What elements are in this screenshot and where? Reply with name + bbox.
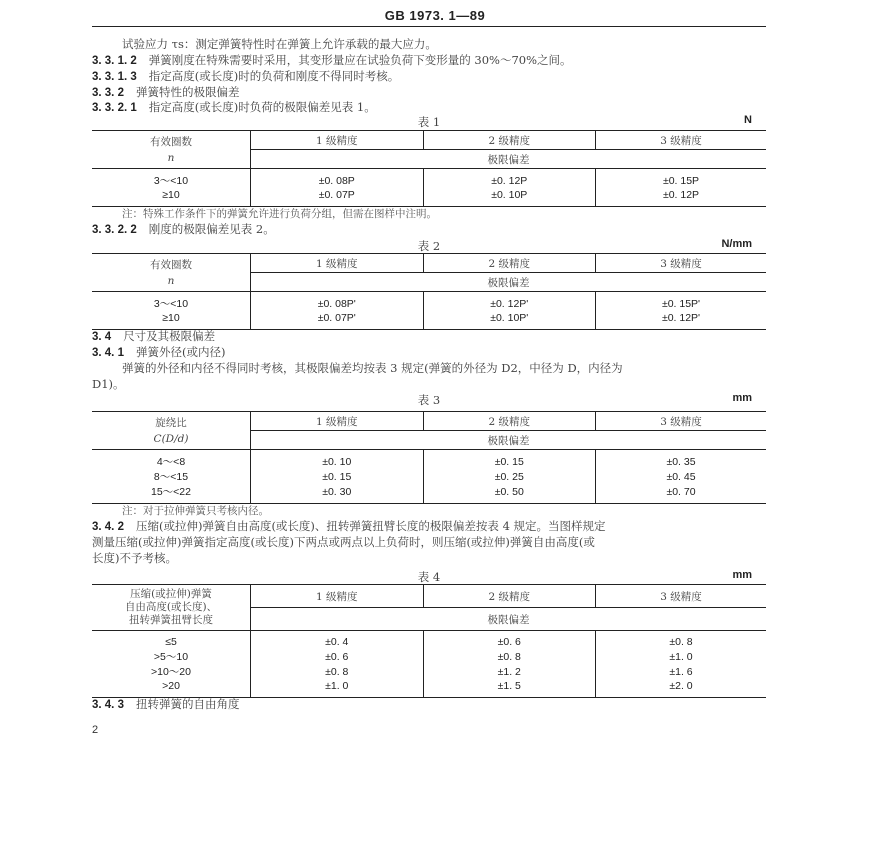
clause-number: 3. 4. 1: [92, 347, 124, 359]
first-column-header-line: 扭转弹簧扭臂长度: [129, 614, 213, 626]
deviation-value: ±1. 6: [596, 664, 767, 679]
deviation-value: ±1. 2: [423, 664, 596, 679]
page-number: 2: [92, 724, 99, 736]
deviation-value: ±1. 0: [251, 679, 424, 698]
table-row: [92, 469, 766, 484]
deviation-value: ±0. 45: [596, 469, 767, 484]
deviation-value: ±0. 30: [251, 484, 424, 504]
table-row: [92, 311, 766, 330]
first-column-header-line: 自由高度(或长度)、: [124, 601, 218, 613]
table-row: [92, 169, 766, 189]
deviation-value: ±1. 0: [596, 649, 767, 664]
row-label: 8～<15: [153, 471, 189, 483]
clause-3-4-3: [92, 697, 239, 712]
deviation-value: ±0. 6: [423, 631, 596, 650]
grade-header: 3 级精度: [596, 131, 767, 150]
first-column-header-line: C(D/d): [153, 432, 189, 445]
limit-deviation-subheader: 极限偏差: [251, 150, 767, 169]
clause-text: 扭转弹簧的自由角度: [135, 697, 240, 711]
deviation-value: ±0. 10P': [423, 311, 596, 330]
row-label: ≥10: [92, 311, 251, 330]
paragraph-3-4-1-line1: 弹簧的外径和内径不得同时考核，其极限偏差均按表 3 规定(弹簧的外径为 D2，中径为 D，内径为: [122, 361, 623, 375]
deviation-value: ±0. 12P: [596, 188, 767, 207]
grade-header: 3 级精度: [596, 412, 767, 431]
clause-text: 压缩(或拉伸)弹簧自由高度(或长度)、扭转弹簧扭臂长度的极限偏差按表 4 规定。当图样规定: [135, 519, 606, 533]
clause-text: 指定高度(或长度)时的负荷和刚度不得同时考核。: [148, 69, 400, 83]
clause-number: 3. 3. 2. 1: [92, 102, 137, 114]
first-column-header: [92, 131, 251, 169]
limit-deviation-subheader: 极限偏差: [251, 431, 767, 450]
table-header-row: [92, 254, 766, 273]
grade-header: 1 级精度: [251, 254, 424, 273]
clause-number: 3. 3. 1. 3: [92, 71, 137, 83]
table-row: [92, 188, 766, 207]
deviation-value: ±0. 8: [596, 631, 767, 650]
clause-number: 3. 4. 3: [92, 699, 124, 711]
grade-header: 2 级精度: [423, 585, 596, 608]
clause-number: 3. 3. 2. 2: [92, 224, 137, 236]
table-caption: 表 4: [417, 570, 441, 584]
clause-number: 3. 3. 1. 2: [92, 55, 137, 67]
table-caption: 表 1: [417, 115, 441, 129]
table-caption: 表 2: [417, 239, 441, 253]
deviation-value: ±0. 15P': [596, 292, 767, 312]
table-header-row: [92, 412, 766, 431]
clause-text: 刚度的极限偏差见表 2。: [148, 222, 275, 236]
first-column-header-line: n: [167, 274, 175, 287]
table-row: [92, 679, 766, 698]
table-unit: mm: [732, 392, 752, 404]
row-label: >5～10: [153, 651, 189, 663]
clause-3-3-2-1: [92, 100, 376, 115]
deviation-value: ±0. 15: [423, 450, 596, 470]
deviation-value: ±0. 35: [596, 450, 767, 470]
table-row: [92, 631, 766, 650]
table-unit: N: [744, 114, 752, 126]
table-note: 注：对于拉伸弹簧只考核内径。: [122, 505, 269, 517]
table-note: 注：特殊工作条件下的弹簧允许进行负荷分组，但需在图样中注明。: [122, 208, 437, 220]
deviation-value: ±0. 10P: [423, 188, 596, 207]
deviation-value: ±0. 50: [423, 484, 596, 504]
grade-header: 2 级精度: [423, 254, 596, 273]
first-column-header-line: 压缩(或拉伸)弹簧: [130, 588, 212, 600]
first-column-header-line: 有效圈数: [150, 135, 192, 148]
grade-header: 2 级精度: [423, 131, 596, 150]
clause-number: 3. 4: [92, 331, 112, 343]
table-caption: 表 3: [417, 393, 441, 407]
grade-header: 2 级精度: [423, 412, 596, 431]
clause-3-3-1-2: [92, 53, 572, 68]
paragraph-test-stress: 试验应力 τs：测定弹簧特性时在弹簧上允许承载的最大应力。: [122, 37, 437, 51]
row-label: 4～<8: [92, 450, 251, 470]
deviation-value: ±0. 12P': [596, 311, 767, 330]
table-3: [92, 411, 766, 504]
grade-header: 3 级精度: [596, 585, 767, 608]
first-column-header: [92, 254, 251, 292]
clause-3-3-1-3: [92, 69, 399, 84]
clause-text: 弹簧外径(或内径): [135, 345, 226, 359]
paragraph-3-4-1-line2: D1)。: [92, 377, 125, 391]
deviation-value: ±0. 25: [423, 469, 596, 484]
table-unit: N/mm: [721, 238, 752, 250]
deviation-value: ±0. 07P: [251, 188, 424, 207]
grade-header: 3 级精度: [596, 254, 767, 273]
first-column-header: [92, 412, 251, 450]
deviation-value: ±1. 5: [423, 679, 596, 698]
grade-header: 1 级精度: [251, 585, 424, 608]
limit-deviation-subheader: 极限偏差: [251, 273, 767, 292]
grade-header: 1 级精度: [251, 131, 424, 150]
table-header-row: [92, 131, 766, 150]
row-label: 15～<22: [92, 484, 251, 504]
deviation-value: ±0. 15: [251, 469, 424, 484]
deviation-value: ±0. 12P': [423, 292, 596, 312]
deviation-value: ±0. 70: [596, 484, 767, 504]
clause-3-4-2: [92, 519, 606, 534]
deviation-value: ±0. 08P: [251, 169, 424, 189]
standard-code-header: GB 1973. 1—89: [384, 8, 486, 23]
deviation-value: ±0. 07P': [251, 311, 424, 330]
first-column-header-line: 有效圈数: [150, 258, 192, 271]
deviation-value: ±0. 6: [251, 649, 424, 664]
deviation-value: ±0. 4: [251, 631, 424, 650]
clause-number: 3. 4. 2: [92, 521, 124, 533]
row-label: ≤5: [92, 631, 251, 650]
clause-text: 弹簧刚度在特殊需要时采用，其变形量应在试验负荷下变形量的 30%～70%之间。: [148, 53, 572, 67]
first-column-header-line: n: [167, 151, 175, 164]
deviation-value: ±0. 8: [251, 664, 424, 679]
header-rule: [92, 26, 766, 27]
deviation-value: ±0. 15P: [596, 169, 767, 189]
clause-text: 尺寸及其极限偏差: [123, 329, 216, 343]
clause-text: 指定高度(或长度)时负荷的极限偏差见表 1。: [148, 100, 376, 114]
paragraph-3-4-2-line3: 长度)不予考核。: [92, 551, 177, 565]
clause-3-3-2: [92, 85, 239, 100]
clause-number: 3. 3. 2: [92, 87, 124, 99]
first-column-header-line: 旋绕比: [155, 416, 187, 429]
deviation-value: ±0. 8: [423, 649, 596, 664]
paragraph-3-4-2-line2: 测量压缩(或拉伸)弹簧指定高度(或长度)下两点或两点以上负荷时，则压缩(或拉伸)弹簧自由高度(或: [92, 535, 595, 549]
table-row: [92, 649, 766, 664]
deviation-value: ±0. 08P': [251, 292, 424, 312]
deviation-value: ±0. 10: [251, 450, 424, 470]
table-row: [92, 484, 766, 504]
row-label: 3～<10: [92, 292, 251, 312]
first-column-header: [92, 585, 251, 631]
table-4: [92, 584, 766, 698]
table-header-row: [92, 585, 766, 608]
clause-3-4: [92, 329, 215, 344]
table-2: [92, 253, 766, 330]
row-label: 3～<10: [92, 169, 251, 189]
limit-deviation-subheader: 极限偏差: [251, 608, 767, 631]
table-row: [92, 450, 766, 470]
clause-3-3-2-2: [92, 222, 275, 237]
table-row: [92, 292, 766, 312]
deviation-value: ±2. 0: [596, 679, 767, 698]
row-label: >10～20: [151, 666, 191, 678]
deviation-value: ±0. 12P: [423, 169, 596, 189]
clause-text: 弹簧特性的极限偏差: [135, 85, 240, 99]
table-unit: mm: [732, 569, 752, 581]
clause-3-4-1: [92, 345, 225, 360]
row-label: ≥10: [92, 188, 251, 207]
table-row: [92, 664, 766, 679]
table-1: [92, 130, 766, 207]
row-label: >20: [92, 679, 251, 698]
grade-header: 1 级精度: [251, 412, 424, 431]
